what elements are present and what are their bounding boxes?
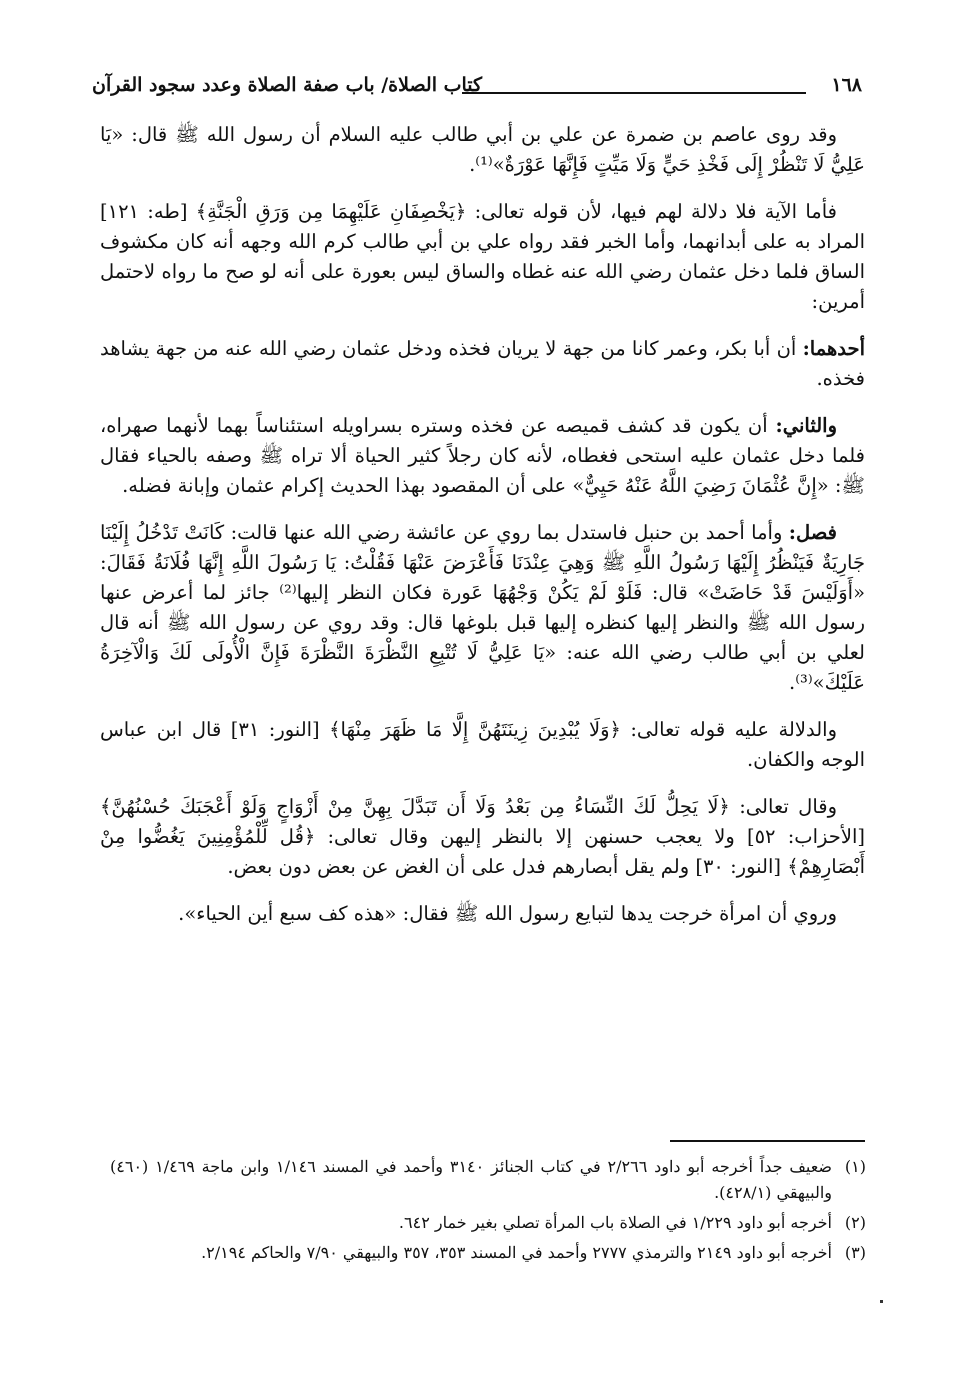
paragraph [100, 120, 865, 180]
paragraph-text: فأما الآية فلا دلالة لهم فيها، لأن قوله تعالى: ﴿يَخْصِفَانِ عَلَيْهِمَا مِن وَرَقِ الْجَنَّةِ﴾ [طه: ١٢١] المراد به على أبدانهما، وأما الخبر فقد رواه علي بن أبي طالب كرم الله وجهه أنه كان مكشوف الساق فلما دخل عثمان رضي الله عنه غطاه والساق ليس بعورة على أنه لو صح ما رواه لاحتمل أمرين: [100, 200, 865, 313]
paragraph [100, 197, 865, 317]
paragraph-text: وروي أن امرأة خرجت يدها لتبايع رسول الله ﷺ فقال: «هذه كف سبع أين الحياء». [178, 902, 837, 925]
paragraph-text: أن أبا بكر، وعمر كانا من جهة لا يريان فخذه ودخل عثمان رضي الله عنه من جهة يشاهد فخذه. [100, 337, 865, 390]
footnote-rule [670, 1140, 865, 1142]
paragraph-text: وقال تعالى: ﴿لَا يَحِلُّ لَكَ النِّسَاءُ مِن بَعْدُ وَلَا أَن تَبَدَّلَ بِهِنَّ مِنْ أَزْوَاجٍ وَلَوْ أَعْجَبَكَ حُسْنُهُنَّ﴾ [الأحزاب: ٥٢] ولا يعجب حسنهن إلا بالنظر إليهن وقال تعالى: ﴿قُل لِّلْمُؤْمِنِينَ يَغُضُّوا مِنْ أَبْصَارِهِمْ﴾ [النور: ٣٠] ولم يقل أبصارهم فدل على أن الغض عن بعض دون بعض. [100, 795, 865, 878]
footnote-number: (١) [844, 1157, 866, 1176]
page-header [92, 70, 862, 110]
paragraph-lead: والثاني: [775, 414, 837, 437]
paragraph-text: والدلالة عليه قوله تعالى: ﴿وَلَا يُبْدِينَ زِينَتَهُنَّ إِلَّا مَا ظَهَرَ مِنْهَا﴾ [النور: ٣١] قال ابن عباس الوجه والكفان. [100, 718, 865, 771]
footnote [110, 1154, 866, 1206]
footnote [110, 1240, 866, 1266]
footnote-text: ضعيف جداً أخرجه أبو داود ٢/٢٦٦ في كتاب الجنائز ٣١٤٠ وأحمد في المسند ١/١٤٦ وابن ماجة ١/٤٦٩ (٤٦٠) والبيهقي (٤٢٨/١). [110, 1157, 833, 1202]
footnotes [110, 1154, 866, 1270]
main-text [100, 120, 865, 946]
page-number: ١٦٨ [831, 74, 862, 96]
paragraph [100, 792, 865, 882]
scan-speck [880, 1300, 883, 1303]
paragraph [100, 411, 865, 501]
paragraph [100, 518, 865, 698]
footnote [110, 1210, 866, 1236]
paragraph-text: وأما أحمد بن حنبل فاستدل بما روي عن عائشة رضي الله عنها قالت: كَانَتْ تَدْخُلُ إِلَيْنَا جَارِيَةٌ فَيَنْظُرُ إِلَيْهَا رَسُولُ اللَّهِ ﷺ وَهِيَ عِنْدَنَا فَأَعْرَضَ عَنْهَا فَقُلْتُ: يَا رَسُولَ اللَّهِ إِنَّهَا فُلَانَةُ فَقَالَ: «أَوَلَيْسَ قَدْ حَاضَتْ» قال: فَلَوْ لَمْ يَكُنْ وَجْهُهَا عَورة فكان النظر إليها⁽²⁾ جائز لما أعرض عنها رسول الله ﷺ والنظر إليها كنظره إليها قبل بلوغها قال: وقد روي عن رسول الله ﷺ أنه قال لعلي بن أبي طالب رضي الله عنه: «يَا عَلِيُّ لَا تُتْبِعِ النَّظْرَةَ النَّظْرَةَ فَإِنَّ الْأُولَى لَكَ وَالْآخِرَةُ عَلَيْكَ»⁽³⁾. [100, 521, 865, 694]
paragraph [100, 715, 865, 775]
footnote-number: (٢) [844, 1213, 866, 1232]
paragraph [100, 899, 865, 929]
paragraph-lead: أحدهما: [802, 337, 865, 360]
paragraph [100, 334, 865, 394]
paragraph-text: أن يكون قد كشف قميصه عن فخذه وستره بسراويله استئناساً بهما لأنهما صهراه، فلما دخل عثمان عليه استحى فغطاه، لأنه كان رجلاً كثير الحياة ألا تراه ﷺ وصفه بالحياء فقال ﷺ: «إِنَّ عُثْمَانَ رَضِيَ اللَّهُ عَنْهُ حَيِيٌّ» على أن المقصود بهذا الحديث إكرام عثمان وإبانة فضله. [100, 414, 865, 497]
header-rule [462, 92, 806, 94]
footnote-text: أخرجه أبو داود ١/٢٢٩ في الصلاة باب المرأة تصلي بغير خمار ٦٤٢. [398, 1213, 832, 1232]
footnote-number: (٣) [844, 1243, 866, 1262]
section-label: فصل: [788, 521, 837, 544]
running-title: كتاب الصلاة/ باب صفة الصلاة وعدد سجود القرآن [92, 74, 483, 96]
paragraph-text: وقد روى عاصم بن ضمرة عن علي بن أبي طالب عليه السلام أن رسول الله ﷺ قال: «يَا عَلِيُّ لَا تَنْظُرْ إِلَى فَخْذِ حَيٍّ وَلَا مَيِّتٍ فَإِنَّهَا عَوْرَةٌ»⁽¹⁾. [100, 123, 865, 176]
footnote-text: أخرجه أبو داود ٢١٤٩ والترمذي ٢٧٧٧ وأحمد في المسند ٣٥٣، ٣٥٧ والبيهقي ٧/٩٠ والحاكم ٢/١٩٤. [201, 1243, 832, 1262]
